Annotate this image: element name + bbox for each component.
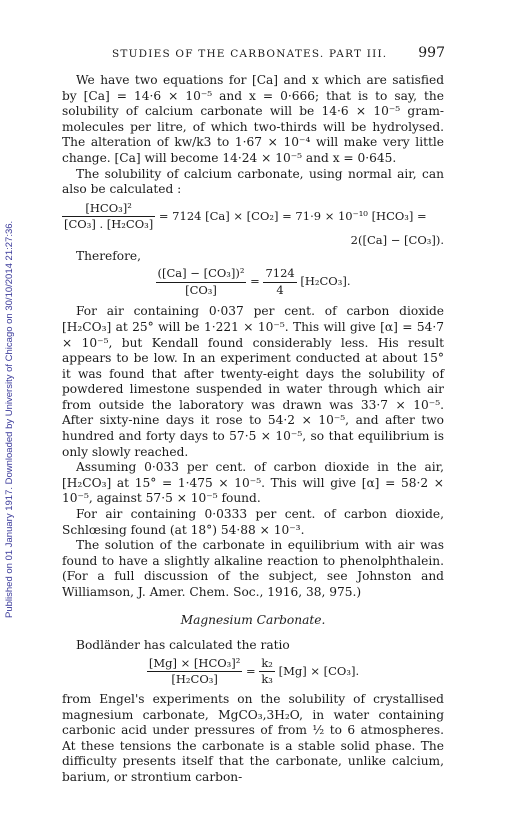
eq2-rest: [H₂CO₃]. <box>300 274 351 289</box>
eq3-ratio-num: k₂ <box>259 656 275 673</box>
paragraph-8: from Engel's experiments on the solubility of crystallised magnesium carbonate, MgCO₃,3H₂O, in water containing carbonic acid under pressures of from ½ to 6 atmospheres. At these tensions the carbonate is a stable solid phase. The difficulty presents itself that the carbonate, unlike calcium, barium, or strontium carbon- <box>62 691 444 784</box>
eq3-rest: [Mg] × [CO₃]. <box>278 663 360 678</box>
eq2-denominator: [CO₃] <box>185 282 217 297</box>
eq2-constant-den: 4 <box>276 282 284 297</box>
eq1-denominator: [CO₃] . [H₂CO₃] <box>64 217 154 232</box>
download-watermark <box>4 98 16 618</box>
equation-1 <box>62 201 444 249</box>
paragraph-3: For air containing 0·037 per cent. of carbon dioxide [H₂CO₃] at 25° will be 1·221 × 10⁻⁵. This will give [α] = 54·7 × 10⁻⁵, but Kendall found considerably less. His result appears to be low. In an experiment conducted at about 15° it was found that after twenty-eight days the solubility of powdered limestone suspended in water through which air from outside the laboratory was drawn was 33·7 × 10⁻⁵. After sixty-nine days it rose to 54·2 × 10⁻⁵, and after two hundred and forty days to 57·5 × 10⁻⁵, so that equilibrium is only slowly reached. <box>62 304 444 459</box>
eq1-tail: 2([Ca] − [CO₃]). <box>350 232 444 247</box>
body-text <box>62 73 444 786</box>
page-header <box>62 45 445 66</box>
paragraph-2: The solubility of calcium carbonate, using normal air, can also be calculated : <box>62 166 444 197</box>
eq3-equals: = <box>246 663 256 678</box>
eq3-ratio <box>259 656 275 688</box>
paragraph-4: Assuming 0·033 per cent. of carbon dioxide in the air, [H₂CO₃] at 15° = 1·475 × 10⁻⁵. This will give [α] = 58·2 × 10⁻⁵, against 57·5 × 10⁻⁵ found. <box>62 460 444 506</box>
watermark-text: Published on 01 January 1917. Downloaded by University of Chicago on 30/10/2014 21:27:36. <box>4 220 15 618</box>
paragraph-7: Bodländer has calculated the ratio <box>76 638 290 653</box>
eq1-rest: = 7124 [Ca] × [CO₂] = 71·9 × 10⁻¹⁰ [HCO₃] = <box>158 208 427 223</box>
equation-2 <box>62 266 444 298</box>
equation-3 <box>62 656 444 688</box>
eq2-constant-num: 7124 <box>263 266 296 283</box>
page-number: 997 <box>418 45 445 61</box>
eq3-fraction <box>147 656 243 688</box>
running-title: STUDIES OF THE CARBONATES. PART III. <box>112 48 388 60</box>
paragraph-5: For air containing 0·0333 per cent. of carbon dioxide, Schlœsing found (at 18°) 54·88 × 10⁻³. <box>62 507 444 537</box>
eq3-denominator: [H₂CO₃] <box>171 672 218 687</box>
eq2-constant <box>263 266 296 298</box>
section-heading: Magnesium Carbonate. <box>180 612 326 627</box>
therefore-line: Therefore, <box>76 248 141 263</box>
eq1-fraction <box>62 201 155 233</box>
paragraph-6: The solution of the carbonate in equilibrium with air was found to have a slightly alkaline reaction to phenolphthalein. (For a full discussion of the subject, see Johnston and Williamson, J. Amer. Chem. Soc., 1916, 38, 975.) <box>62 538 444 599</box>
eq2-fraction <box>156 266 247 298</box>
eq2-equals: = <box>250 274 260 289</box>
eq3-numerator: [Mg] × [HCO₃]² <box>147 656 243 673</box>
eq2-numerator: ([Ca] − [CO₃])² <box>156 266 247 283</box>
eq3-ratio-den: k₃ <box>261 672 273 687</box>
paragraph-1: We have two equations for [Ca] and x which are satisfied by [Ca] = 14·6 × 10⁻⁵ and x = 0·666; that is to say, the solubility of calcium carbonate will be 14·6 × 10⁻⁵ gram-molecules per litre, of which two-thirds will be hydrolysed. The alteration of kw/k3 to 1·67 × 10⁻⁴ will make very little change. [Ca] will become 14·24 × 10⁻⁵ and x = 0·645. <box>62 73 444 165</box>
eq1-numerator: [HCO₃]² <box>62 201 155 218</box>
